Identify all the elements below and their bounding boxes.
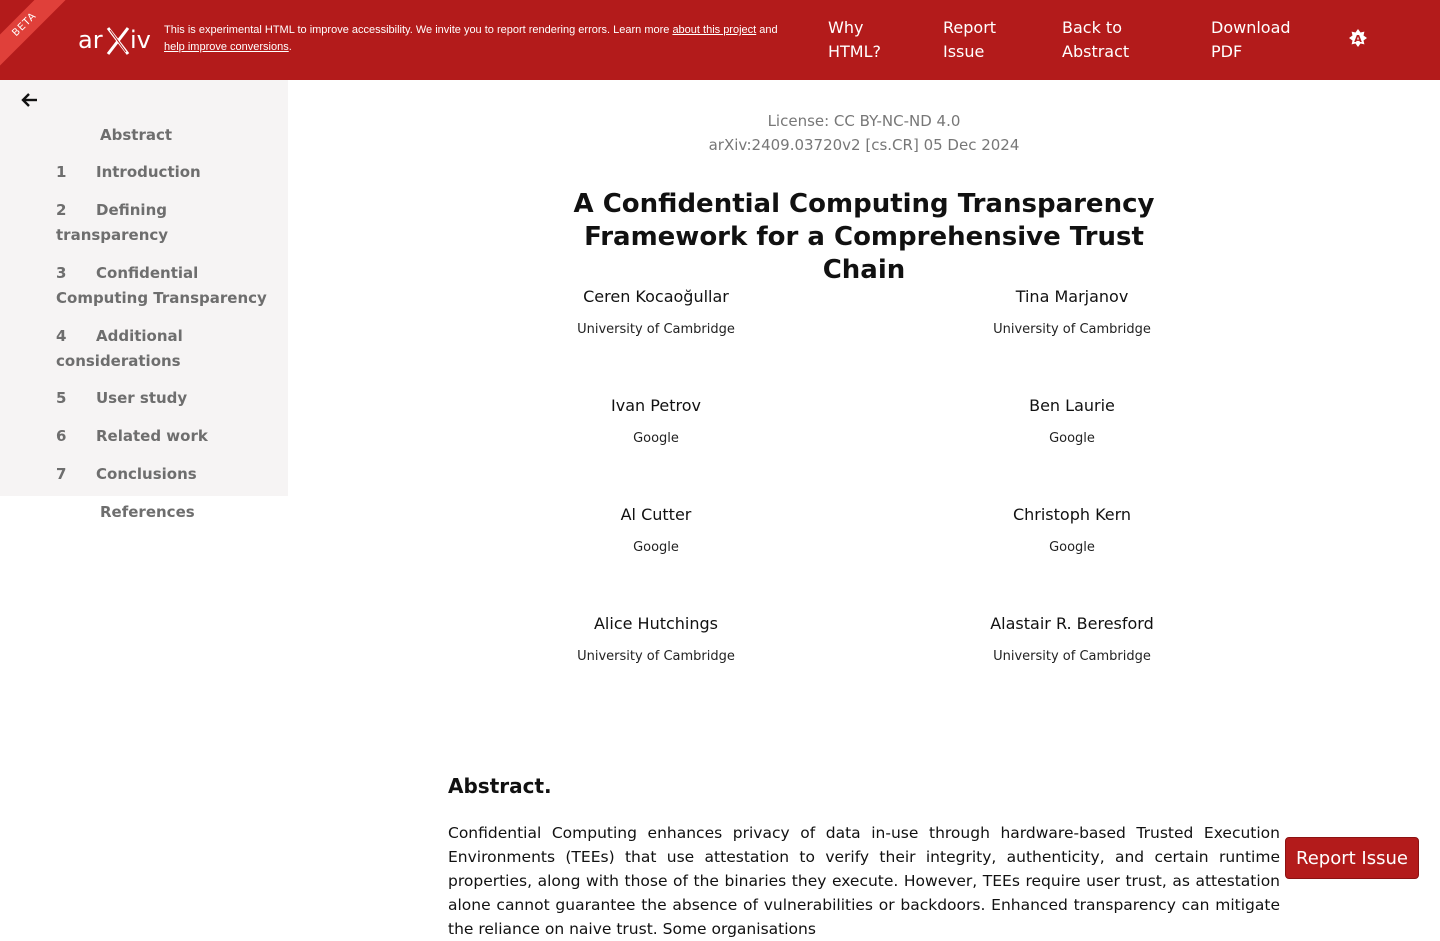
- abstract-heading: Abstract.: [448, 774, 552, 798]
- author-block: Ivan Petrov Google: [611, 396, 701, 446]
- help-improve-link[interactable]: help improve conversions: [164, 41, 289, 53]
- toc-item-introduction[interactable]: 1 Introduction: [56, 163, 201, 181]
- arxiv-identifier: arXiv:2409.03720v2 [cs.CR] 05 Dec 2024: [708, 136, 1020, 154]
- author-block: Al Cutter Google: [620, 505, 692, 555]
- back-to-abstract-link[interactable]: Back to Abstract: [1062, 18, 1130, 61]
- abstract-text: Confidential Computing enhances privacy of data in-use through hardware-based Trusted Execution Environments (TEEs) that use attestation to verify their integrity, authenticity, and certain runtime properties, along with those of the binaries they execute. However, TEEs require user trust, as attestation alone cannot guarantee the absence of vulnerabilities or backdoors. Enhanced transparency can mitigate the reliance on naive trust. Some organisations: [448, 824, 1280, 938]
- svg-text:A: A: [1354, 34, 1362, 45]
- author-block: Christoph Kern Google: [1012, 505, 1132, 555]
- toc-item-confidential-computing[interactable]: 3 Confidential Computing Transparency: [56, 264, 267, 307]
- why-html-link[interactable]: Why HTML?: [828, 18, 882, 61]
- author-block: Ben Laurie Google: [1029, 396, 1115, 446]
- theme-toggle-icon[interactable]: [1349, 29, 1367, 47]
- top-banner: [0, 0, 1440, 80]
- paper-content: [288, 80, 1440, 938]
- page-title: A Confidential Computing Transparency Framework for a Comprehensive Trust Chain: [573, 189, 1155, 285]
- about-project-link[interactable]: about this project: [672, 24, 757, 36]
- author-block: Tina Marjanov University of Cambridge: [993, 287, 1151, 337]
- toc-item-additional-considerations[interactable]: 4 Additional considerations: [56, 327, 183, 370]
- toc-item-user-study[interactable]: 5 User study: [56, 389, 188, 407]
- toc-item-references[interactable]: References: [100, 503, 195, 521]
- toc-item-conclusions[interactable]: 7 Conclusions: [56, 465, 197, 483]
- svg-text:ar: ar: [78, 26, 103, 54]
- report-issue-link[interactable]: Report Issue: [943, 18, 997, 61]
- report-issue-button[interactable]: Report Issue: [1285, 837, 1419, 879]
- toc-item-related-work[interactable]: 6 Related work: [56, 427, 208, 445]
- accessibility-notice: This is experimental HTML to improve accessibility. We invite you to report rendering errors. Learn more about this project and help improve conversions.: [164, 24, 778, 53]
- author-block: Ceren Kocaoğullar University of Cambridge: [577, 287, 735, 337]
- toc-item-abstract[interactable]: Abstract: [100, 126, 173, 144]
- toc-item-defining-transparency[interactable]: 2 Defining transparency: [56, 201, 169, 244]
- beta-ribbon: BETA: [0, 0, 72, 72]
- collapse-toc-arrow-icon[interactable]: [20, 90, 40, 110]
- arxiv-logo[interactable]: [78, 22, 154, 58]
- toc-panel: [0, 80, 288, 496]
- license-text: License: CC BY-NC-ND 4.0: [767, 112, 961, 130]
- author-block: Alice Hutchings University of Cambridge: [577, 614, 735, 664]
- table-of-contents-sidebar: [0, 80, 288, 900]
- svg-text:iv: iv: [130, 26, 151, 54]
- download-pdf-link[interactable]: Download PDF: [1211, 18, 1291, 61]
- author-block: Alastair R. Beresford University of Cambridge: [990, 614, 1154, 664]
